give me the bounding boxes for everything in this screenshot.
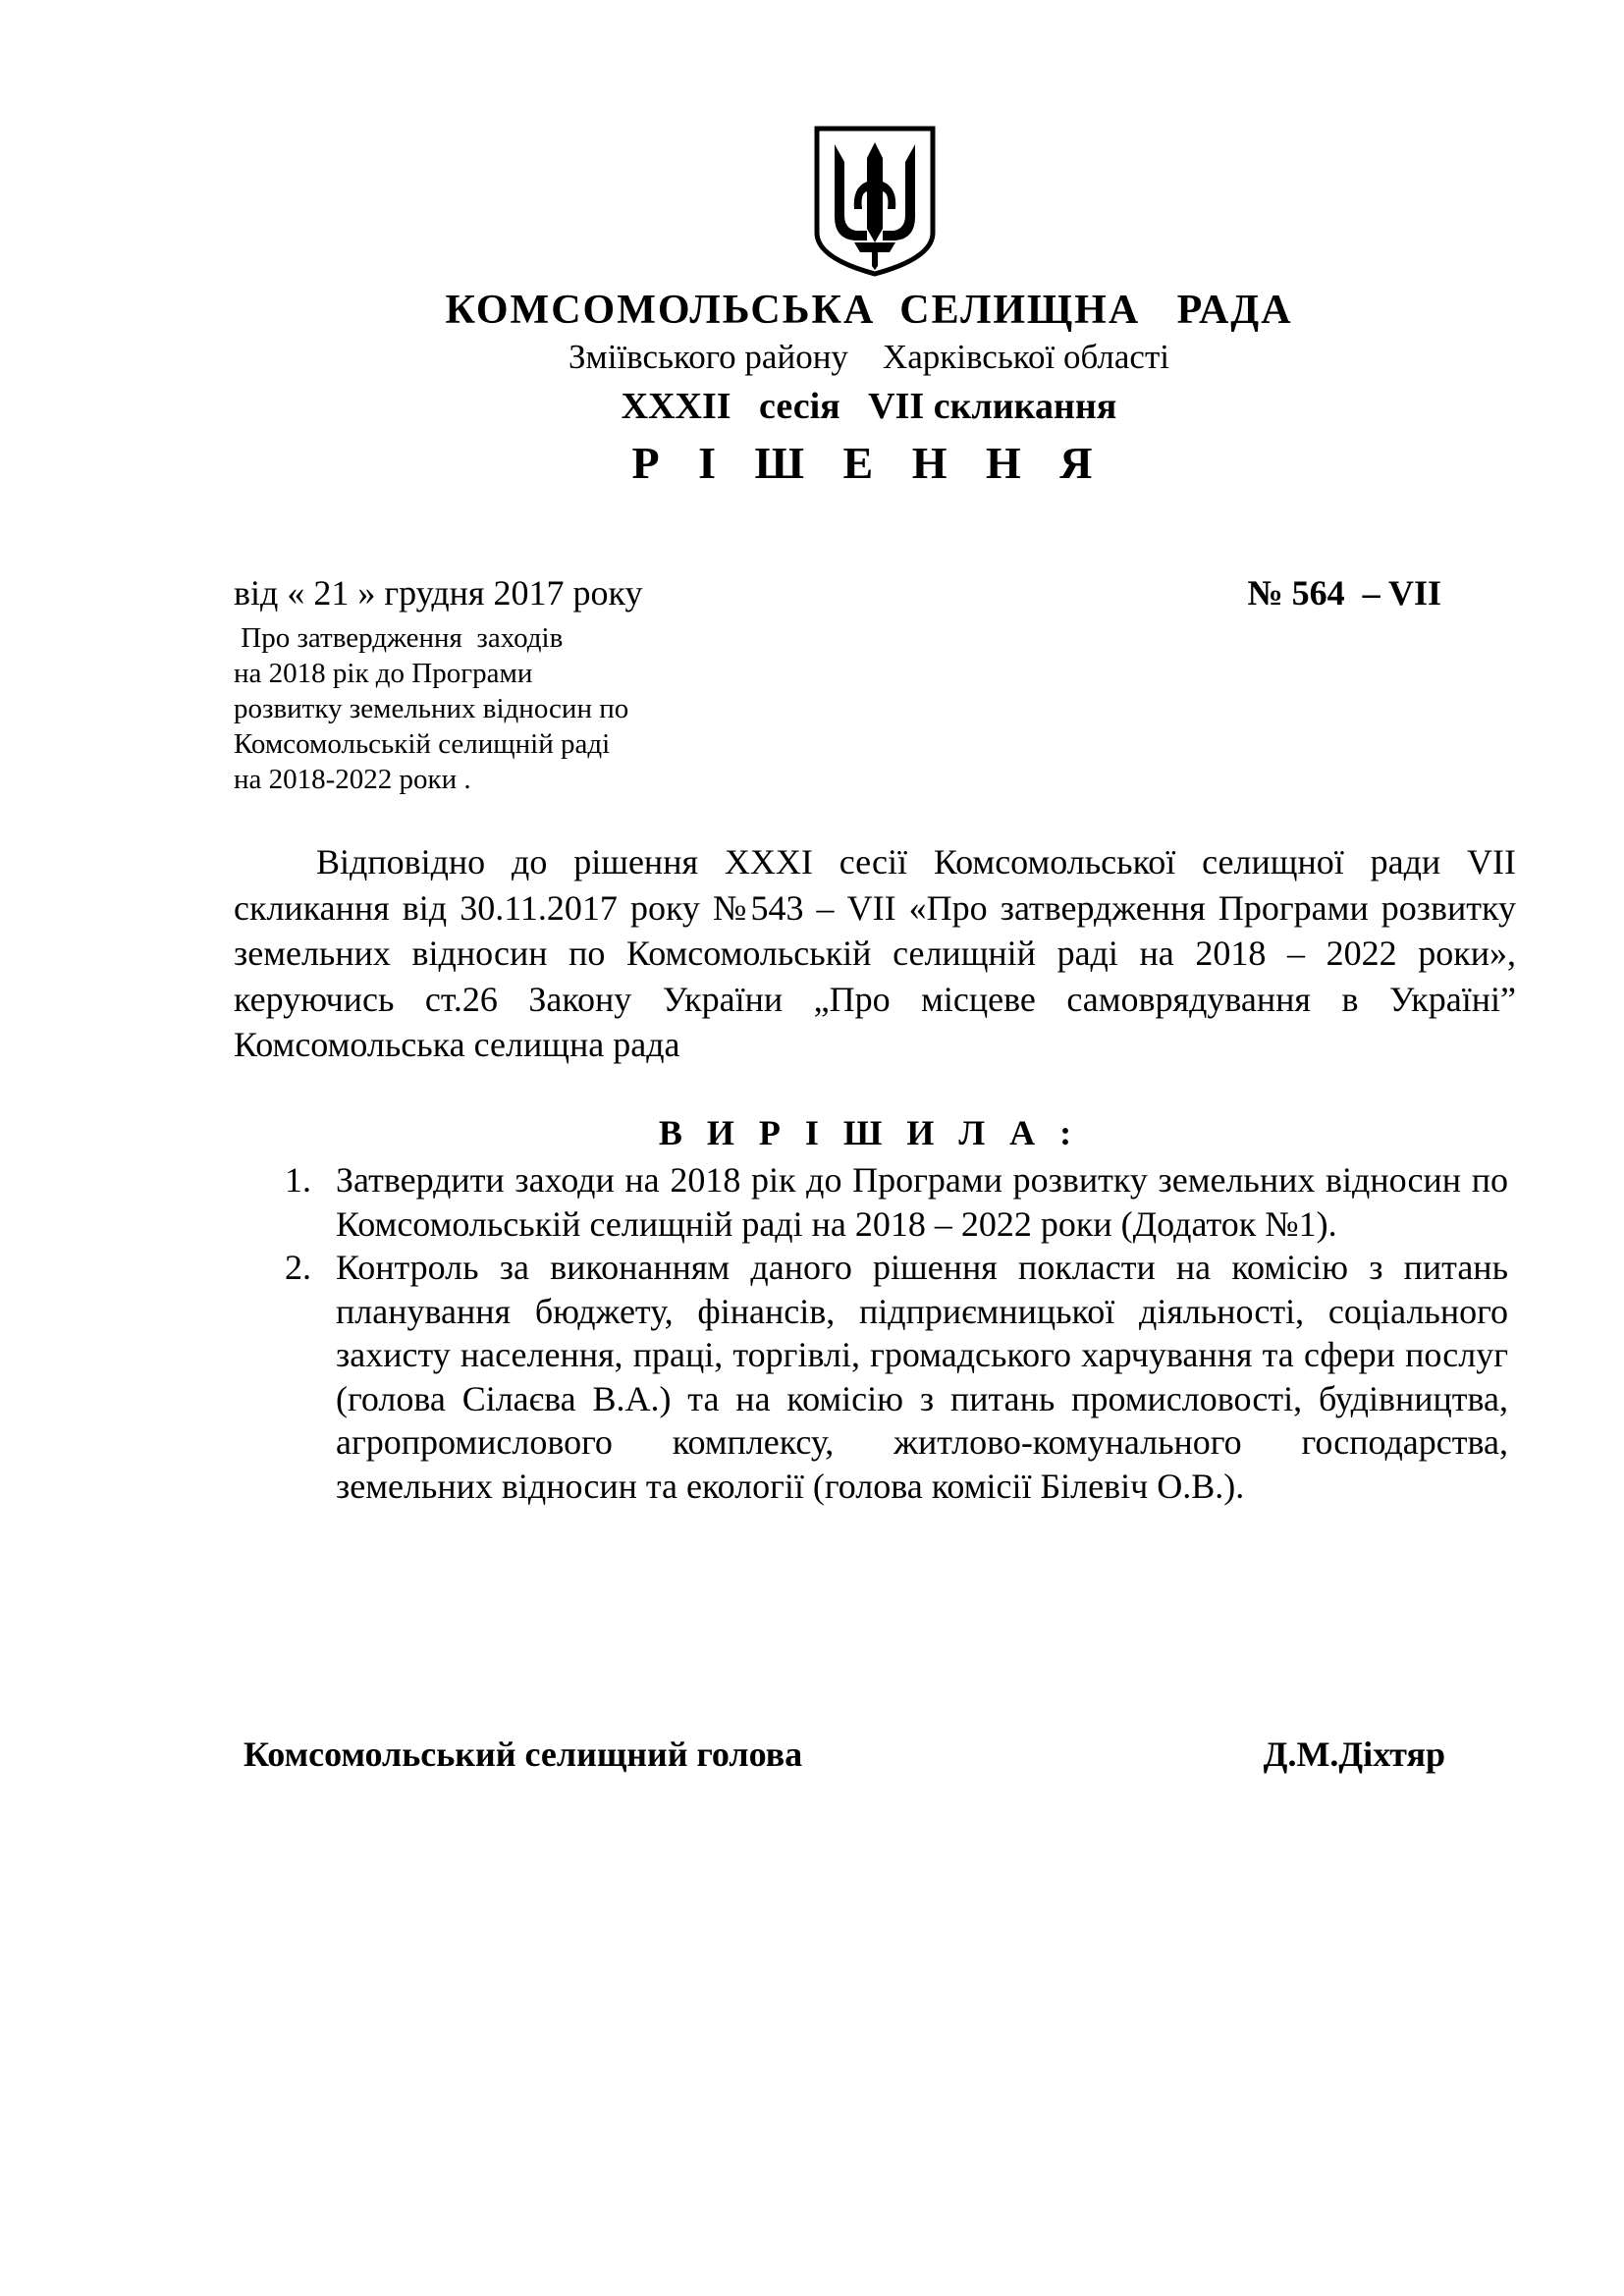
resolved-heading: В И Р І Ш И Л А : bbox=[658, 1113, 1080, 1152]
subject-line: Про затвердження заходів bbox=[234, 622, 564, 654]
subject-line: на 2018 рік до Програми bbox=[234, 658, 533, 689]
organization-title: КОМСОМОЛЬСЬКА СЕЛИЩНА РАДА bbox=[445, 288, 1293, 333]
preamble-paragraph: Відповідно до рішення ХХХІ сесії Комсомольської селищної ради VІІ скликання від 30.11.2017 року №543 – VІІ «Про затвердження Програми розвитку земельних відносин по Комсомольській селищній раді на 2018 – 2022 роки», керуючись ст.26 Закону України „Про місцеве самоврядування в Україні” Комсомольська селищна рада bbox=[234, 842, 1516, 1064]
item-number: 1. bbox=[285, 1160, 311, 1200]
document-type-heading: Р І Ш Е Н Н Я bbox=[631, 438, 1107, 488]
decision-subject bbox=[234, 620, 705, 797]
resolution-item bbox=[285, 1158, 1508, 1246]
decision-date: від « 21 » грудня 2017 року bbox=[234, 573, 643, 613]
item-number: 2. bbox=[285, 1248, 311, 1287]
resolution-item bbox=[285, 1246, 1508, 1508]
trident-coat-of-arms-icon bbox=[811, 123, 939, 278]
item-text: Затвердити заходи на 2018 рік до Програми розвитку земельних відносин по Комсомольській селищній раді на 2018 – 2022 роки (Додаток №1). bbox=[336, 1160, 1508, 1244]
session-label: ХХХІІ сесія VІІ скликання bbox=[621, 386, 1117, 427]
organization-region: Зміївського району Харківської області bbox=[568, 338, 1169, 376]
signatory-name: Д.М.Діхтяр bbox=[1263, 1735, 1445, 1774]
item-text: Контроль за виконанням даного рішення покласти на комісію з питань планування бюджету, фінансів, підприємницької діяльності, соціального захисту населення, праці, торгівлі, громадського харчування та сфери послуг (голова Сілаєва В.А.) та на комісію з питань промисловості, будівництва, агропромислового комплексу, житлово-комунального господарства, земельних відносин та екології (голова комісії Білевіч О.В.). bbox=[336, 1248, 1508, 1506]
subject-line: на 2018-2022 роки . bbox=[234, 764, 471, 795]
resolution-items-list bbox=[285, 1158, 1508, 1508]
decision-number: № 564 – VІІ bbox=[1247, 573, 1441, 613]
signatory-title: Комсомольський селищний голова bbox=[244, 1735, 803, 1774]
subject-line: розвитку земельних відносин по bbox=[234, 693, 629, 724]
subject-line: Комсомольській селищній раді bbox=[234, 728, 611, 760]
